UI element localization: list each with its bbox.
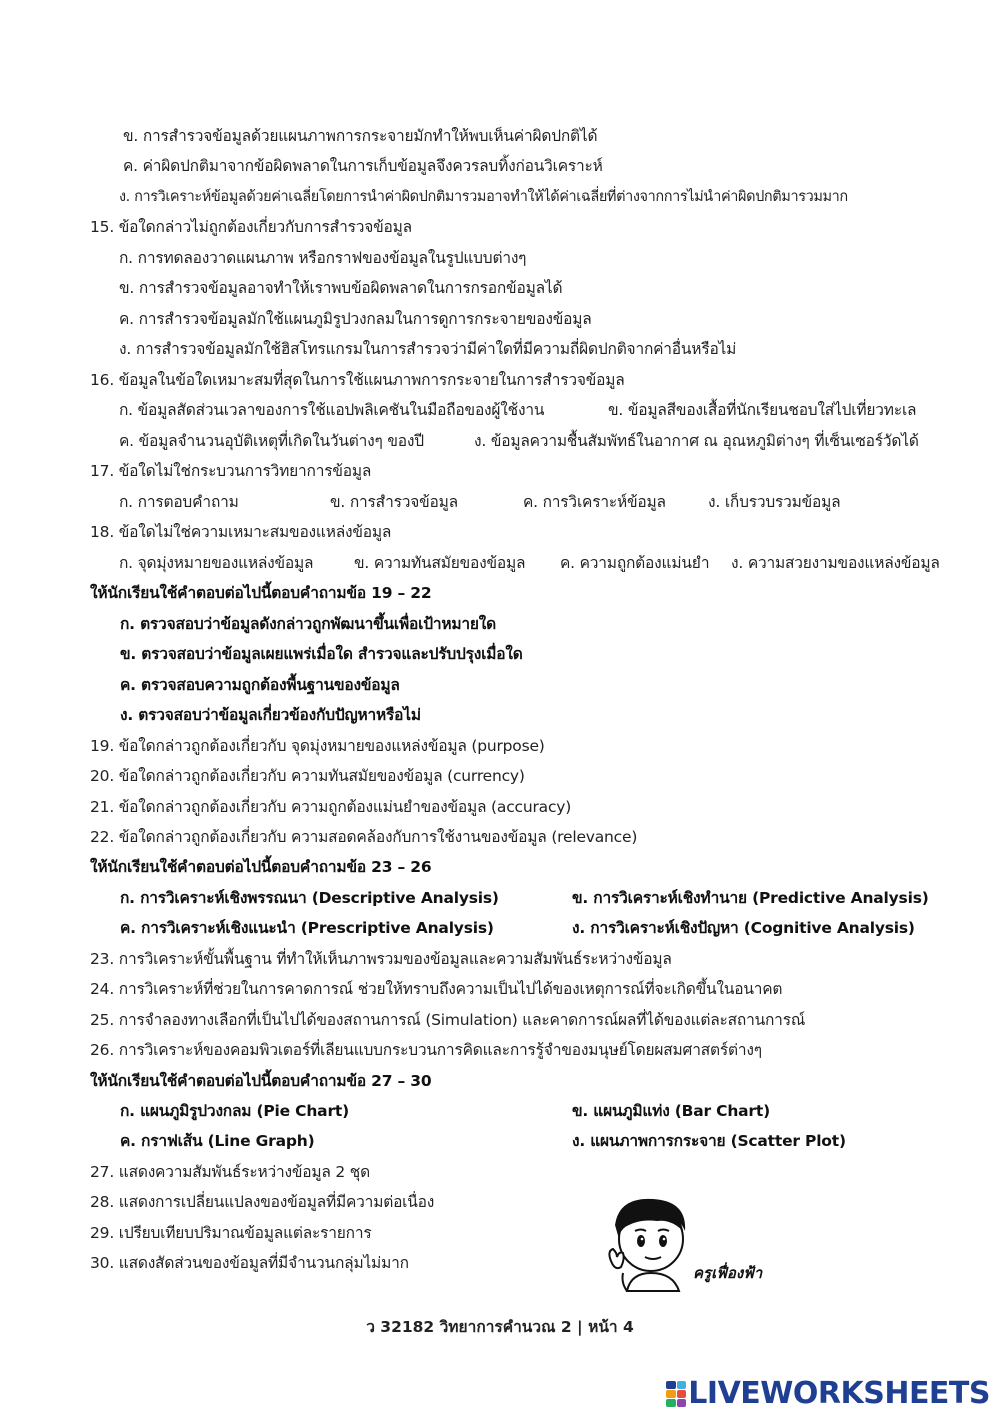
question-20: 20. ข้อใดกล่าวถูกต้องเกี่ยวกับ ความทันสมัยของข้อมูล (currency) [90,767,525,785]
answer-choice: ข. การวิเคราะห์เชิงทำนาย (Predictive Analysis) [572,889,929,907]
question-29: 29. เปรียบเทียบปริมาณข้อมูลแต่ละรายการ [90,1224,372,1242]
page-footer: ว 32182 วิทยาการคำนวณ 2 | หน้า 4 [366,1318,634,1336]
answer-choice: ข. ตรวจสอบว่าข้อมูลเผยแพร่เมื่อใด สำรวจและปรับปรุงเมื่อใด [120,645,523,663]
answer-choice: ค. กราฟเส้น (Line Graph) [120,1132,315,1150]
answer-choice: ก. การวิเคราะห์เชิงพรรณนา (Descriptive Analysis) [120,889,499,907]
question-23: 23. การวิเคราะห์ขั้นพื้นฐาน ที่ทำให้เห็นภาพรวมของข้อมูลและความสัมพันธ์ระหว่างข้อมูล [90,950,672,968]
answer-choice: ค. ตรวจสอบความถูกต้องพื้นฐานของข้อมูล [120,676,400,694]
question-26: 26. การวิเคราะห์ของคอมพิวเตอร์ที่เลียนแบบกระบวนการคิดและการรู้จำของมนุษย์โดยผสมศาสตร์ต่างๆ [90,1041,762,1059]
option-line: ค. การวิเคราะห์ข้อมูล [523,493,666,511]
option-line: ข. การสำรวจข้อมูล [330,493,458,511]
brand-blocks-icon [666,1381,686,1407]
question-22: 22. ข้อใดกล่าวถูกต้องเกี่ยวกับ ความสอดคล้องกับการใช้งานของข้อมูล (relevance) [90,828,638,846]
option-line: ง. การสำรวจข้อมูลมักใช้ฮิสโทรแกรมในการสำรวจว่ามีค่าใดที่มีความถี่ผิดปกติจากค่าอื่นหรือไม่ [119,340,737,358]
instruction-heading: ให้นักเรียนใช้คำตอบต่อไปนี้ตอบคำถามข้อ 27 – 30 [90,1072,432,1090]
option-line: ข. การสำรวจข้อมูลอาจทำให้เราพบข้อผิดพลาดในการกรอกข้อมูลได้ [119,279,563,297]
option-line: ง. เก็บรวบรวมข้อมูล [708,493,841,511]
option-line: ก. ข้อมูลสัดส่วนเวลาของการใช้แอปพลิเคชันในมือถือของผู้ใช้งาน [119,401,545,419]
option-line: ค. ความถูกต้องแม่นยำ [560,554,710,572]
question-16: 16. ข้อมูลในข้อใดเหมาะสมที่สุดในการใช้แผนภาพการกระจายในการสำรวจข้อมูล [90,371,625,389]
option-line: ค. การสำรวจข้อมูลมักใช้แผนภูมิรูปวงกลมในการดูการกระจายของข้อมูล [119,310,592,328]
answer-choice: ง. การวิเคราะห์เชิงปัญหา (Cognitive Analysis) [572,919,915,937]
option-line: ข. ความทันสมัยของข้อมูล [354,554,526,572]
signature: ครูเฟื่องฟ้า [693,1264,763,1282]
option-line: ข. ข้อมูลสีของเสื้อที่นักเรียนชอบใส่ไปเที่ยวทะเล [608,401,917,419]
question-21: 21. ข้อใดกล่าวถูกต้องเกี่ยวกับ ความถูกต้องแม่นยำของข้อมูล (accuracy) [90,798,572,816]
answer-choice: ก. ตรวจสอบว่าข้อมูลดังกล่าวถูกพัฒนาขึ้นเพื่อเป้าหมายใด [120,615,497,633]
answer-choice: ง. ตรวจสอบว่าข้อมูลเกี่ยวข้องกับปัญหาหรือไม่ [120,706,421,724]
question-19: 19. ข้อใดกล่าวถูกต้องเกี่ยวกับ จุดมุ่งหมายของแหล่งข้อมูล (purpose) [90,737,545,755]
answer-choice: ก. แผนภูมิรูปวงกลม (Pie Chart) [120,1102,349,1120]
question-17: 17. ข้อใดไม่ใช่กระบวนการวิทยาการข้อมูล [90,462,372,480]
teacher-cartoon [605,1195,815,1295]
answer-choice: ค. การวิเคราะห์เชิงแนะนำ (Prescriptive Analysis) [120,919,494,937]
liveworksheets-logo[interactable] [666,1376,990,1411]
option-line: ข. การสำรวจข้อมูลด้วยแผนภาพการกระจายมักทำให้พบเห็นค่าผิดปกติได้ [123,127,598,145]
option-line: ค. ข้อมูลจำนวนอุบัติเหตุที่เกิดในวันต่างๆ ของปี [119,432,424,450]
option-line: ง. การวิเคราะห์ข้อมูลด้วยค่าเฉลี่ยโดยการนำค่าผิดปกติมารวมอาจทำให้ได้ค่าเฉลี่ยที่ต่างจากการไม่นำค่าผิดปกติมารวมมาก [119,189,848,205]
question-15: 15. ข้อใดกล่าวไม่ถูกต้องเกี่ยวกับการสำรวจข้อมูล [90,218,412,236]
instruction-heading: ให้นักเรียนใช้คำตอบต่อไปนี้ตอบคำถามข้อ 23 – 26 [90,858,432,876]
option-line: ก. การทดลองวาดแผนภาพ หรือกราฟของข้อมูลในรูปแบบต่างๆ [119,249,527,267]
question-18: 18. ข้อใดไม่ใช่ความเหมาะสมของแหล่งข้อมูล [90,523,392,541]
brand-name: LIVEWORKSHEETS [688,1376,990,1411]
answer-choice: ง. แผนภาพการกระจาย (Scatter Plot) [572,1132,846,1150]
option-line: ก. การตอบคำถาม [119,493,239,511]
question-24: 24. การวิเคราะห์ที่ช่วยในการคาดการณ์ ช่วยให้ทราบถึงความเป็นไปได้ของเหตุการณ์ที่จะเกิดขึ้นในอนาคต [90,980,783,998]
option-line: ง. ความสวยงามของแหล่งข้อมูล [731,554,940,572]
question-28: 28. แสดงการเปลี่ยนแปลงของข้อมูลที่มีความต่อเนื่อง [90,1193,435,1211]
option-line: ก. จุดมุ่งหมายของแหล่งข้อมูล [119,554,314,572]
instruction-heading: ให้นักเรียนใช้คำตอบต่อไปนี้ตอบคำถามข้อ 19 – 22 [90,584,432,602]
option-line: ง. ข้อมูลความชื้นสัมพัทธ์ในอากาศ ณ อุณหภูมิต่างๆ ที่เซ็นเซอร์วัดได้ [474,432,919,450]
answer-choice: ข. แผนภูมิแท่ง (Bar Chart) [572,1102,770,1120]
question-25: 25. การจำลองทางเลือกที่เป็นไปได้ของสถานการณ์ (Simulation) และคาดการณ์ผลที่ได้ของแต่ละสถานการณ์ [90,1011,805,1029]
option-line: ค. ค่าผิดปกติมาจากข้อผิดพลาดในการเก็บข้อมูลจึงควรลบทิ้งก่อนวิเคราะห์ [123,157,603,175]
question-27: 27. แสดงความสัมพันธ์ระหว่างข้อมูล 2 ชุด [90,1163,370,1181]
question-30: 30. แสดงสัดส่วนของข้อมูลที่มีจำนวนกลุ่มไม่มาก [90,1254,409,1272]
